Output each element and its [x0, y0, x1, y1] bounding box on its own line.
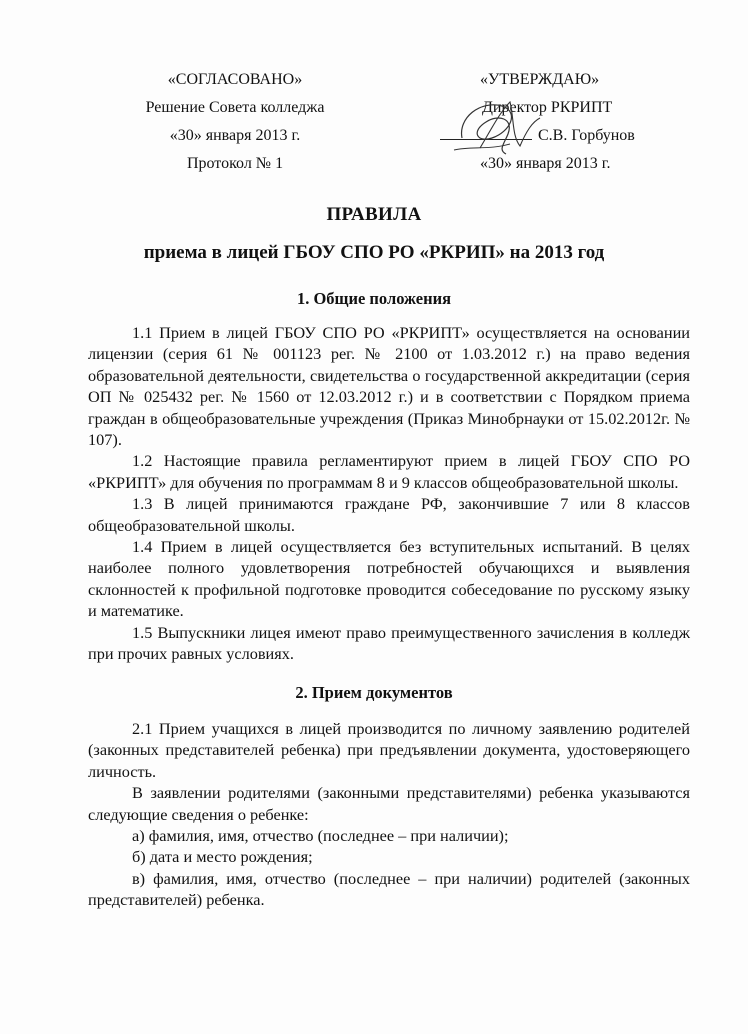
approval-block-agreed — [130, 66, 340, 178]
paragraph-1-5: 1.5 Выпускники лицея имеют право преимущественного зачисления в колледж при прочих равных условиях. — [88, 622, 690, 664]
approved-signature-line — [440, 122, 670, 150]
approved-label: «УТВЕРЖДАЮ» — [480, 71, 600, 88]
paragraph-2-1: 2.1 Прием учащихся в лицей производится по личному заявлению родителей (законных представителей ребенка) при предъявлении документа, удостоверяющего личность. — [88, 719, 690, 781]
approved-position: Директор РКРИПТ — [482, 99, 613, 116]
section-2-body — [88, 718, 690, 911]
document-subtitle: приема в лицей ГБОУ СПО РО «РКРИП» на 2013 год — [143, 242, 605, 263]
signature-underline — [440, 125, 532, 140]
list-item-a: а) фамилия, имя, отчество (последнее – при наличии); — [132, 826, 509, 846]
section-2-heading: 2. Прием документов — [295, 683, 453, 702]
list-item-c: в) фамилия, имя, отчество (последнее – при наличии) родителей (законных представителей) ребенка. — [88, 868, 690, 910]
section-1-heading: 1. Общие положения — [296, 289, 452, 308]
paragraph-2-intro: В заявлении родителями (законными представителями) ребенка указываются следующие сведения о ребенке: — [88, 783, 690, 824]
agreed-label: «СОГЛАСОВАНО» — [167, 71, 303, 88]
approved-signer-name: С.В. Горбунов — [538, 127, 635, 144]
approval-block-approved — [440, 66, 670, 178]
approved-date: «30» января 2013 г. — [480, 155, 611, 172]
list-item-b: б) дата и место рождения; — [132, 847, 313, 867]
agreed-date: «30» января 2013 г. — [169, 127, 301, 144]
paragraph-1-3: 1.3 В лицей принимаются граждане РФ, закончившие 7 или 8 классов общеобразовательной школы. — [88, 494, 690, 535]
paragraph-1-1: 1.1 Прием в лицей ГБОУ СПО РО «РКРИПТ» осуществляется на основании лицензии (серия 61 № 001123 рег. № 2100 от 1.03.2012 г.) на право ведения образовательной деятельности, свидетельства о государственной аккредитации (серия ОП № 025432 рег. № 1560 от 12.03.2012 г.) и в соответствии с Порядком приема граждан в общеобразовательные учреждения (Приказ Минобрнауки от 15.02.2012г. № 107). — [88, 323, 690, 450]
document-title: ПРАВИЛА — [326, 204, 422, 225]
paragraph-1-4: 1.4 Прием в лицей осуществляется без вступительных испытаний. В целях наиболее полного удовлетворения потребностей обучающихся и выявления склонностей к профильной подготовке проводится собеседование по русскому языку и математике. — [88, 537, 690, 621]
agreed-protocol: Протокол № 1 — [186, 155, 284, 172]
paragraph-1-2: 1.2 Настоящие правила регламентируют прием в лицей ГБОУ СПО РО «РКРИПТ» для обучения по программам 8 и 9 классов общеобразовательной школы. — [88, 451, 690, 492]
agreed-authority: Решение Совета колледжа — [145, 99, 325, 116]
section-1-body — [88, 322, 690, 665]
